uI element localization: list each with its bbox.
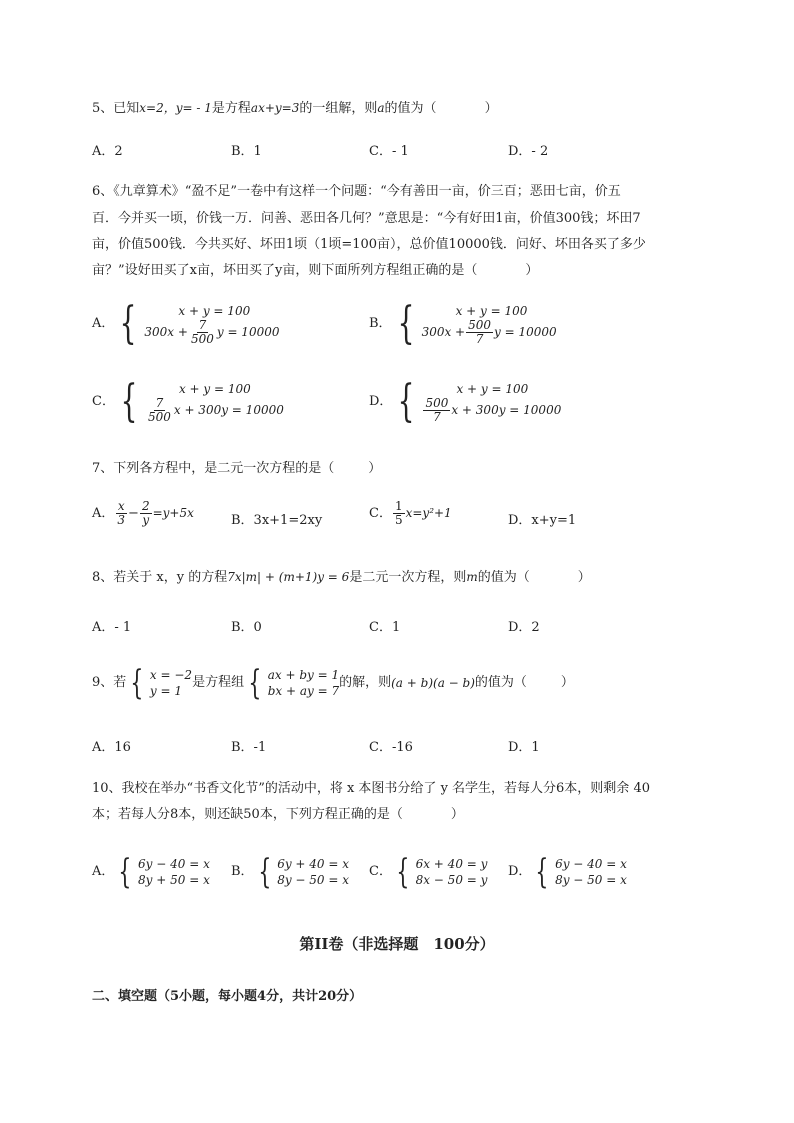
q6-a-row2 — [144, 319, 279, 346]
q6-paren-close: ） — [525, 263, 539, 278]
q6-b-row1: x + y = 100 — [455, 303, 528, 318]
q6-line-1: 6、《九章算术》“盈不足”一卷中有这样一个问题：“今有善田一亩，价三百；恶田七亩，价五 — [92, 184, 621, 199]
q9-paren-close: ） — [560, 675, 574, 690]
q6-b-num: 500 — [468, 317, 492, 332]
q6-line-4-text: 亩？”设好田买了x亩，坏田买了y亩，则下面所列方程组正确的是（ — [92, 263, 478, 278]
q5-option-c: C．- 1 — [369, 144, 409, 159]
q10-b-row2: 8y − 50 = x — [277, 873, 350, 887]
q10-line-2 — [92, 806, 464, 824]
q6-c-row1: x + y = 100 — [178, 381, 251, 396]
q10-c-row1: 6x + 40 = y — [415, 857, 488, 871]
q9-option-a: A．16 — [92, 740, 131, 755]
q7-option-d: D．x+y=1 — [508, 513, 577, 528]
q5-option-a: A．2 — [92, 144, 123, 159]
q7-a-n2: 2 — [141, 499, 150, 513]
q9-option-d: D．1 — [508, 740, 540, 755]
q6-b-den: 7 — [475, 331, 484, 346]
q7-option-b: B．3x+1=2xy — [231, 513, 323, 528]
q5-text: 的一组解，则 — [299, 101, 378, 116]
q9-text: 的值为（ — [474, 675, 527, 690]
q9-text: 是方程组 — [192, 675, 245, 690]
q10-b-row1: 6y + 40 = x — [277, 857, 350, 871]
q9-sys1-row2: y = 1 — [149, 684, 183, 698]
q7-c-den: 5 — [394, 513, 403, 527]
q9-sys2-row1: ax + by = 1 — [267, 668, 340, 682]
q10-a-row1: 6y − 40 = x — [138, 857, 210, 871]
q8-option-a: A．- 1 — [92, 620, 132, 635]
q10-d-row1: 6y − 40 = x — [555, 857, 627, 871]
q10-line-2-text: 本；若每人分8本，则还缺50本，下列方程正确的是（ — [92, 807, 403, 822]
q7-c-label: C． — [369, 506, 392, 521]
q5-text: 的值为（ — [384, 101, 437, 116]
q5-paren-close: ） — [484, 101, 498, 116]
q6-option-a: A． { x + y = 100 300x + $\frac{7}{500}$ y = 10000 — [92, 298, 280, 349]
q8-paren-close: ） — [577, 570, 591, 585]
q6-b-label: B． — [369, 316, 392, 331]
part-2-heading: 第II卷（非选择题 100分） — [299, 935, 495, 953]
q6-a-num: 7 — [198, 317, 207, 332]
q6-a-row1: x + y = 100 — [178, 303, 251, 318]
q5-values: x=2，y= - 1 — [139, 101, 212, 115]
q6-option-c: C． { x + y = 100 $\frac{7}{500}$ x + 300y = 10000 — [92, 376, 284, 427]
q6-d-row1: x + y = 100 — [456, 381, 529, 396]
q6-d-post: x + 300y = 10000 — [451, 402, 562, 417]
q6-line-2: 百．今并买一顷，价钱一万．问善、恶田各几何？”意思是：“今有好田1亩，价值300钱；坏田7 — [92, 211, 641, 226]
q6-option-b: B． { x + y = 100 300x + $\frac{500}{7}$ y = 10000 — [369, 298, 557, 349]
q9-option-c: C．-16 — [369, 740, 413, 755]
q5-text: 是方程 — [211, 101, 251, 116]
q7-a-label: A． — [92, 506, 115, 521]
q8-text: 是二元一次方程，则 — [349, 570, 467, 585]
q9-sys1-row1: x = −2 — [149, 668, 193, 682]
q7-text: 7、下列各方程中，是二元一次方程的是（ — [92, 461, 335, 476]
q6-c-label: C． — [92, 394, 115, 409]
q6-a-den: 500 — [190, 331, 214, 346]
q5-var: a — [377, 101, 385, 115]
q7-a-minus: − — [128, 506, 139, 521]
question-5-stem — [92, 99, 498, 118]
q6-line-3: 亩，价值500钱．今共买好、坏田1顷（1顷=100亩），总价值10000钱．问好、坏田各买了多少 — [92, 237, 646, 252]
q5-text: 5、已知 — [92, 101, 140, 116]
q6-d-label: D． — [369, 394, 393, 409]
q6-c-post: x + 300y = 10000 — [173, 402, 284, 417]
q9-expression: (a + b)(a − b) — [391, 676, 475, 690]
q6-c-num: 7 — [155, 395, 164, 410]
q7-a-n1: x — [117, 499, 125, 513]
q6-line-4 — [92, 262, 538, 280]
q6-c-row2 — [145, 397, 284, 424]
q5-equation: ax+y=3 — [250, 101, 300, 115]
q10-d-label: D． — [508, 864, 532, 879]
q5-option-b: B．1 — [231, 144, 262, 159]
q6-d-den: 7 — [433, 409, 441, 424]
q10-option-d: D． { 6y − 40 = x 8y − 50 = x — [508, 852, 627, 892]
q7-c-post: x=y²+1 — [405, 506, 452, 520]
q10-line-1: 10、我校在举办“书香文化节”的活动中，将 x 本图书分给了 y 名学生，若每人分6本，则剩余 40 — [92, 781, 650, 796]
q9-stem: 9、若 { x = −2 y = 1 是方程组 { ax + by = 1 bx + ay = 7 的解，则(a + b)(a − b)的值为（ ） — [92, 663, 574, 703]
q6-a-pre: 300x + — [144, 324, 188, 339]
q7-paren-close: ） — [368, 461, 382, 476]
q8-option-c: C．1 — [369, 620, 401, 635]
q9-text: 9、若 — [92, 675, 127, 690]
q8-text: 8、若关于 x，y 的方程 — [92, 570, 228, 585]
q10-paren-close: ） — [450, 807, 464, 822]
q6-c-den: 500 — [147, 409, 171, 424]
q7-c-num: 1 — [394, 499, 403, 513]
q8-equation: 7x|m| + (m+1)y = 6 — [227, 570, 350, 584]
q6-d-row2 — [422, 397, 561, 424]
q10-a-row2: 8y + 50 = x — [138, 873, 210, 887]
q9-option-b: B．-1 — [231, 740, 267, 755]
q5-option-d: D．- 2 — [508, 144, 549, 159]
q10-a-label: A． — [92, 864, 115, 879]
q7-a-post: =y+5x — [152, 506, 194, 520]
q7-option-a — [92, 500, 194, 527]
q6-option-d: D． { x + y = 100 $\frac{500}{7}$ x + 300y = 10000 — [369, 376, 562, 427]
q8-stem — [92, 568, 591, 587]
q10-option-c: C． { 6x + 40 = y 8x − 50 = y — [369, 852, 488, 892]
q8-text: 的值为（ — [477, 570, 530, 585]
q6-d-num: 500 — [425, 395, 449, 410]
q8-option-d: D．2 — [508, 620, 540, 635]
q6-a-label: A． — [92, 316, 115, 331]
q10-c-label: C． — [369, 864, 392, 879]
q6-a-post: y = 10000 — [216, 324, 280, 339]
q10-d-row2: 8y − 50 = x — [555, 873, 627, 887]
q7-a-d1: 3 — [117, 513, 126, 527]
q9-sys2-row2: bx + ay = 7 — [267, 684, 340, 698]
q6-b-pre: 300x + — [421, 324, 466, 339]
q7-option-c — [369, 500, 452, 527]
q8-var: m — [466, 570, 478, 584]
section-2-title: 二、填空题（5小题，每小题4分，共计20分） — [92, 989, 363, 1004]
q10-option-b: B． { 6y + 40 = x 8y − 50 = x — [231, 852, 350, 892]
q9-text: 的解，则 — [339, 675, 392, 690]
q7-a-d2: y — [142, 513, 150, 527]
q10-option-a: A． { 6y − 40 = x 8y + 50 = x — [92, 852, 210, 892]
q8-option-b: B．0 — [231, 620, 262, 635]
q10-c-row2: 8x − 50 = y — [415, 873, 488, 887]
q6-b-post: y = 10000 — [494, 324, 557, 339]
q7-stem — [92, 460, 381, 478]
q6-b-row2 — [422, 319, 557, 346]
q10-b-label: B． — [231, 864, 254, 879]
